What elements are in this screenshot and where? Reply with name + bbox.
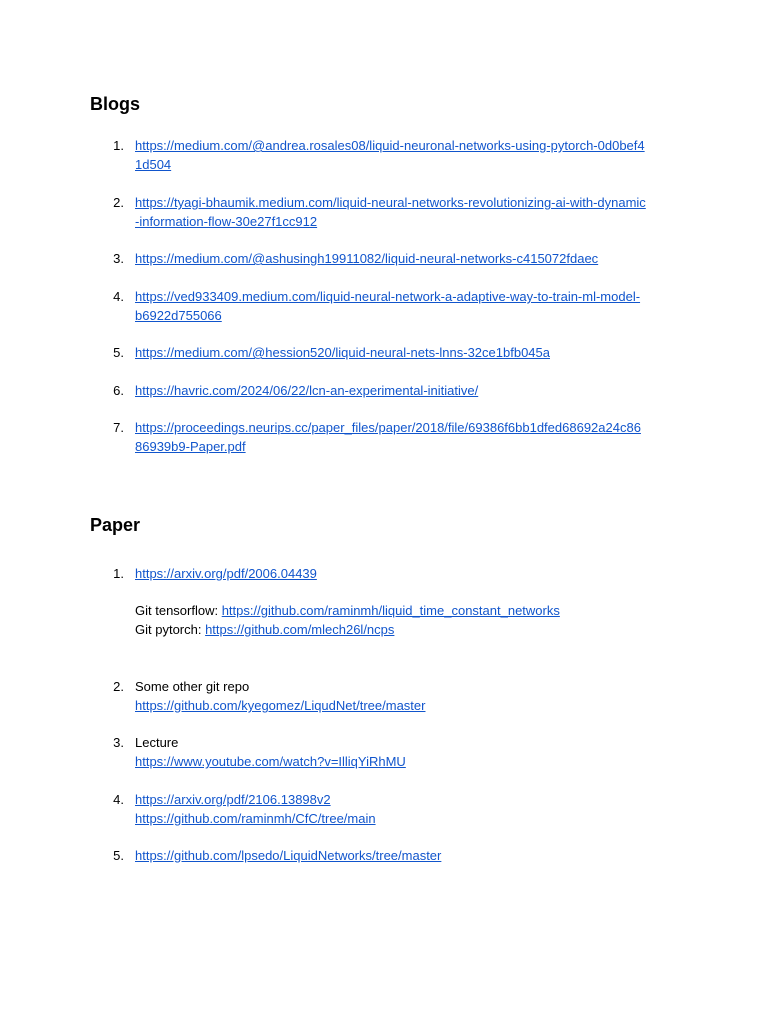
paper-item-3-content <box>135 733 690 771</box>
list-number: 1. <box>113 566 124 581</box>
link-line: 86939b9-Paper.pdf <box>135 439 246 454</box>
link-line: https://medium.com/@hession520/liquid-neural-nets-lnns-32ce1bfb045a <box>135 345 550 360</box>
paper-heading: Paper <box>90 515 141 535</box>
link-line: https://tyagi-bhaumik.medium.com/liquid-neural-networks-revolutionizing-ai-with-dynamic <box>135 195 646 210</box>
blog-link-2[interactable] <box>135 193 690 231</box>
link-line: -information-flow-30e27f1cc912 <box>135 214 318 229</box>
link-line: https://medium.com/@ashusingh19911082/liquid-neural-networks-c415072fdaec <box>135 251 599 266</box>
paper-link-4b[interactable]: https://github.com/raminmh/CfC/tree/main <box>135 811 376 826</box>
link-line: https://ved933409.medium.com/liquid-neural-network-a-adaptive-way-to-train-ml-model- <box>135 289 641 304</box>
list-number: 5. <box>113 345 124 360</box>
list-number: 1. <box>113 138 124 153</box>
blog-link-6[interactable] <box>135 381 690 400</box>
paper-link-4a[interactable]: https://arxiv.org/pdf/2106.13898v2 <box>135 792 331 807</box>
git-tensorflow-label: Git tensorflow: <box>135 603 222 618</box>
paper-link-3[interactable]: https://www.youtube.com/watch?v=IlliqYiRhMU <box>135 754 406 769</box>
list-number: 2. <box>113 679 124 694</box>
blog-link-1[interactable] <box>135 136 690 174</box>
blog-link-4[interactable] <box>135 287 690 325</box>
paper-link-5[interactable]: https://github.com/lpsedo/LiquidNetworks/tree/master <box>135 848 442 863</box>
blog-link-7[interactable] <box>135 418 690 456</box>
git-pytorch-link[interactable]: https://github.com/mlech26l/ncps <box>205 622 395 637</box>
list-number: 4. <box>113 289 124 304</box>
list-number: 2. <box>113 195 124 210</box>
paper-link-2[interactable]: https://github.com/kyegomez/LiqudNet/tree/master <box>135 698 426 713</box>
blog-link-3[interactable] <box>135 249 690 268</box>
paper-item-3-text: Lecture <box>135 735 179 750</box>
link-line: https://proceedings.neurips.cc/paper_files/paper/2018/file/69386f6bb1dfed68692a24c86 <box>135 420 641 435</box>
link-line: 1d504 <box>135 157 172 172</box>
git-pytorch-label: Git pytorch: <box>135 622 206 637</box>
paper-link-1[interactable]: https://arxiv.org/pdf/2006.04439 <box>135 566 317 581</box>
list-number: 5. <box>113 848 124 863</box>
git-tensorflow-link[interactable]: https://github.com/raminmh/liquid_time_constant_networks <box>221 603 560 618</box>
list-number: 6. <box>113 383 124 398</box>
list-number: 7. <box>113 420 124 435</box>
list-number: 3. <box>113 251 124 266</box>
paper-item-4-content <box>135 790 690 828</box>
list-number: 3. <box>113 735 124 750</box>
link-line: https://havric.com/2024/06/22/lcn-an-experimental-initiative/ <box>135 383 479 398</box>
link-line: https://medium.com/@andrea.rosales08/liquid-neuronal-networks-using-pytorch-0d0bef4 <box>135 138 645 153</box>
blogs-heading: Blogs <box>90 94 141 114</box>
link-line: b6922d755066 <box>135 308 222 323</box>
list-number: 4. <box>113 792 124 807</box>
paper-item-1-content <box>135 564 690 639</box>
paper-item-2-text: Some other git repo <box>135 679 250 694</box>
paper-item-5-content <box>135 846 690 865</box>
blog-link-5[interactable] <box>135 343 690 362</box>
paper-item-2-content <box>135 677 690 715</box>
